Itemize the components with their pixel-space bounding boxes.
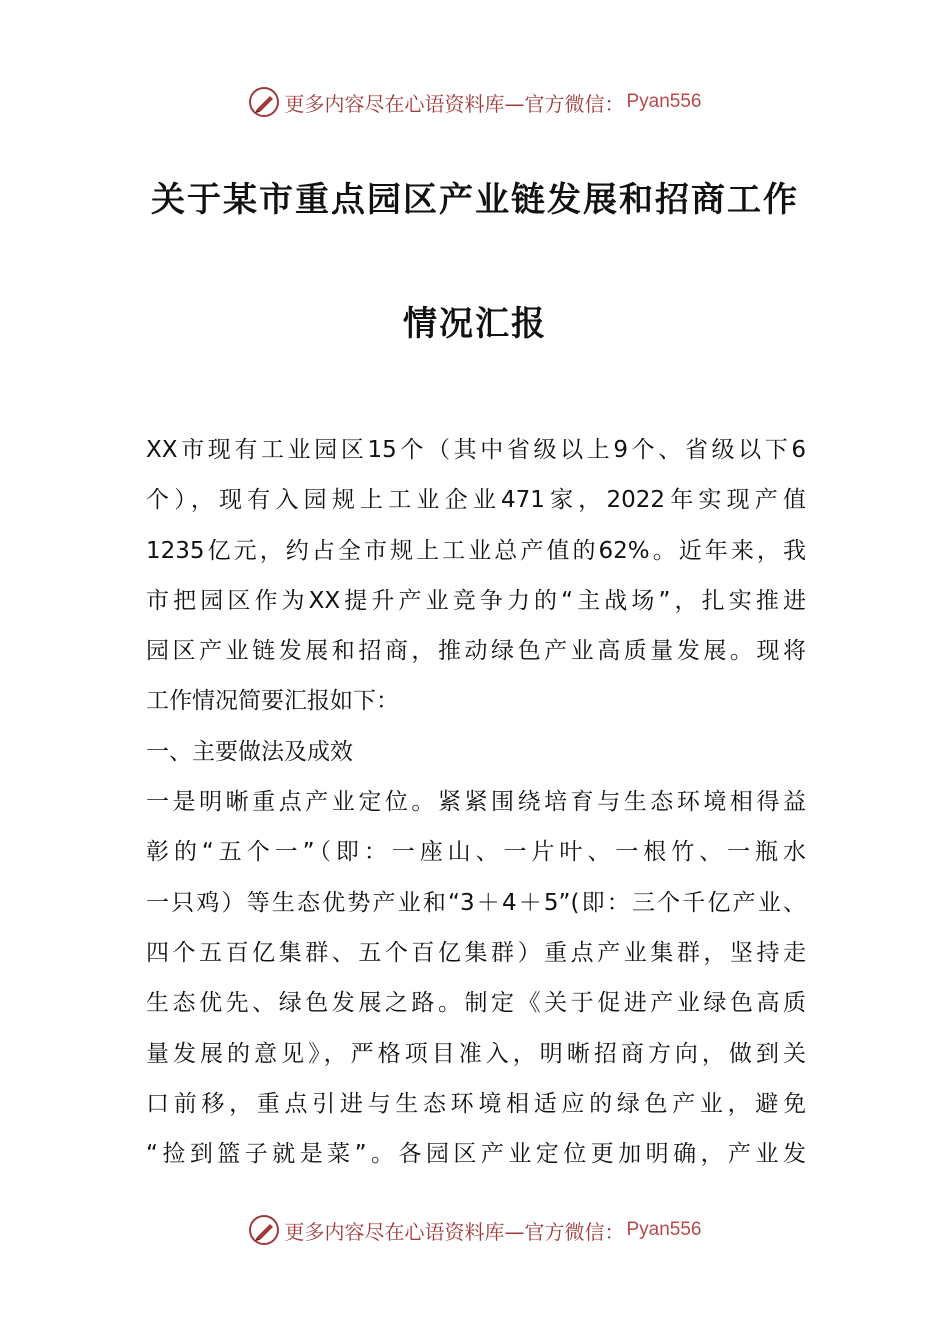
body-line: 量发展的意见》，严格项目准入，明晰招商方向，做到关 <box>146 1040 806 1067</box>
body-line: 彰的“五个一”（即：一座山、一片叶、一根竹、一瓶水 <box>146 839 806 866</box>
wechat-id: Pyan556 <box>626 91 702 112</box>
pen-logo-icon <box>248 86 280 118</box>
pen-logo-icon <box>248 1214 280 1246</box>
body-line: 工作情况简要汇报如下： <box>146 688 399 715</box>
body-line: 一只鸡）等生态优势产业和“3＋4＋5”(即：三个千亿产业、 <box>146 889 806 916</box>
body-line: 园区产业链发展和招商，推动绿色产业高质量发展。现将 <box>146 638 806 665</box>
footer-watermark <box>0 1210 950 1250</box>
body-line: 生态优先、绿色发展之路。制定《关于促进产业绿色高质 <box>146 990 806 1017</box>
watermark-text: 更多内容尽在心语资料库—官方微信： <box>284 91 625 116</box>
header-watermark <box>0 82 950 122</box>
body-line: 市把园区作为XX提升产业竞争力的“主战场”，扎实推进 <box>146 587 806 614</box>
wechat-id: Pyan556 <box>626 1219 702 1240</box>
body-line: 个），现有入园规上工业企业471家，2022年实现产值 <box>146 487 806 514</box>
body-line: 一是明晰重点产业定位。紧紧围绕培育与生态环境相得益 <box>146 789 806 816</box>
body-line: 四个五百亿集群、五个百亿集群）重点产业集群，坚持走 <box>146 939 806 966</box>
section-heading: 一、主要做法及成效 <box>146 738 353 765</box>
document-body <box>146 425 806 1179</box>
body-line: 口前移，重点引进与生态环境相适应的绿色产业，避免 <box>146 1090 806 1117</box>
body-line: “捡到篮子就是菜”。各园区产业定位更加明确，产业发 <box>146 1141 806 1168</box>
document-title-line-2: 情况汇报 <box>403 304 547 344</box>
document-title-line-1: 关于某市重点园区产业链发展和招商工作 <box>151 180 799 220</box>
body-line: 1235亿元，约占全市规上工业总产值的62%。近年来，我 <box>146 537 806 564</box>
watermark-text: 更多内容尽在心语资料库—官方微信： <box>284 1219 625 1244</box>
body-line: XX市现有工业园区15个（其中省级以上9个、省级以下6 <box>146 437 806 463</box>
